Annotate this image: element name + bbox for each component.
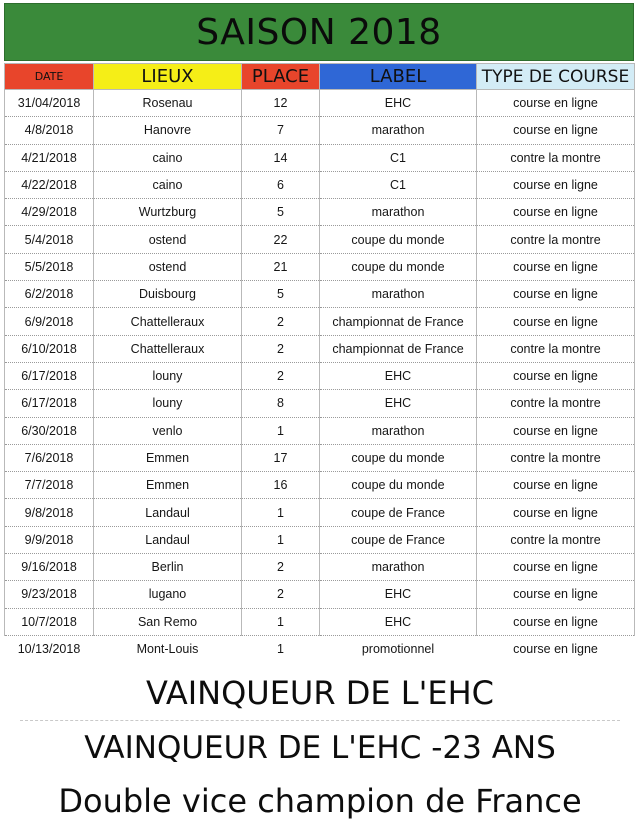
label-cell: coupe du monde [320,472,477,499]
place-cell: 5 [242,281,320,308]
place-cell: 22 [242,226,320,253]
date-cell: 6/10/2018 [5,335,94,362]
lieu-cell: ostend [94,226,242,253]
type-cell: contre la montre [477,226,635,253]
lieu-cell: venlo [94,417,242,444]
date-cell: 7/6/2018 [5,444,94,471]
lieu-cell: Chattelleraux [94,335,242,362]
label-cell: EHC [320,608,477,635]
date-cell: 6/17/2018 [5,390,94,417]
label-cell: marathon [320,554,477,581]
date-cell: 6/30/2018 [5,417,94,444]
lieu-cell: Wurtzburg [94,199,242,226]
lieu-cell: Emmen [94,444,242,471]
place-cell: 17 [242,444,320,471]
title-ehc-u23-winner: VAINQUEUR DE L'EHC -23 ANS [84,730,556,766]
table-row [5,90,635,117]
table-row [5,608,635,635]
place-cell: 2 [242,554,320,581]
place-cell: 1 [277,642,284,657]
place-cell: 2 [242,308,320,335]
date-cell: 9/8/2018 [5,499,94,526]
table-row [5,171,635,198]
lieu-cell: ostend [94,253,242,280]
date-cell: 9/23/2018 [5,581,94,608]
date-cell: 5/4/2018 [5,226,94,253]
table-row [5,335,635,362]
lieu-cell: San Remo [94,608,242,635]
label-cell: C1 [320,171,477,198]
lieu-cell: Landaul [94,526,242,553]
place-cell: 12 [242,90,320,117]
place-cell: 21 [242,253,320,280]
place-cell: 8 [242,390,320,417]
place-cell: 2 [242,581,320,608]
lieux-header: LIEUX [94,64,242,90]
lieu-cell: Berlin [94,554,242,581]
table-row [5,581,635,608]
date-cell: 7/7/2018 [5,472,94,499]
label-cell: marathon [320,117,477,144]
date-cell: 6/17/2018 [5,362,94,389]
type-cell: course en ligne [477,417,635,444]
date-cell: 9/16/2018 [5,554,94,581]
table-row [5,199,635,226]
type-cell: contre la montre [477,526,635,553]
place-cell: 14 [242,144,320,171]
table-row [5,281,635,308]
table-row [5,117,635,144]
date-cell: 10/7/2018 [5,608,94,635]
date-cell: 4/29/2018 [5,199,94,226]
place-cell: 16 [242,472,320,499]
lieu-cell: Rosenau [94,90,242,117]
lieu-cell: louny [94,362,242,389]
date-cell: 4/8/2018 [5,117,94,144]
label-cell: EHC [320,390,477,417]
lieu-cell: Emmen [94,472,242,499]
label-cell: EHC [320,90,477,117]
date-cell: 9/9/2018 [5,526,94,553]
type-cell: course en ligne [477,90,635,117]
results-table [4,63,635,662]
place-cell: 6 [242,171,320,198]
type-cell: contre la montre [477,144,635,171]
season-title: SAISON 2018 [4,3,634,61]
results-body [5,90,635,663]
type-header: TYPE DE COURSE [477,64,635,90]
table-row [5,499,635,526]
table-row [5,362,635,389]
type-cell: course en ligne [477,554,635,581]
lieu-cell: caino [94,144,242,171]
lieu-cell: caino [94,171,242,198]
place-cell: 7 [242,117,320,144]
title-vice-champion: Double vice champion de France [58,782,582,820]
type-cell: course en ligne [477,171,635,198]
label-cell: marathon [320,281,477,308]
date-cell: 10/13/2018 [17,642,81,657]
type-cell: course en ligne [477,308,635,335]
label-cell: marathon [320,199,477,226]
label-cell: coupe du monde [320,253,477,280]
table-row [5,390,635,417]
place-cell: 1 [242,526,320,553]
label-cell: coupe du monde [320,226,477,253]
type-cell: course en ligne [477,472,635,499]
type-cell: contre la montre [477,335,635,362]
lieu-cell: Hanovre [94,117,242,144]
type-cell: contre la montre [477,390,635,417]
label-cell: championnat de France [320,335,477,362]
date-cell: 6/2/2018 [5,281,94,308]
place-cell: 1 [242,499,320,526]
label-cell: EHC [320,362,477,389]
date-cell: 4/21/2018 [5,144,94,171]
type-cell: course en ligne [477,362,635,389]
place-cell: 5 [242,199,320,226]
lieu-cell: Duisbourg [94,281,242,308]
header-row [5,64,635,90]
lieu-cell: Mont-Louis [136,642,199,657]
place-cell: 2 [242,335,320,362]
label-cell: coupe de France [320,499,477,526]
date-cell: 4/22/2018 [5,171,94,198]
label-header: LABEL [320,64,477,90]
type-cell: contre la montre [477,444,635,471]
date-cell: 6/9/2018 [5,308,94,335]
table-row [5,444,635,471]
lieu-cell: Landaul [94,499,242,526]
divider [20,720,620,721]
type-cell: course en ligne [477,581,635,608]
lieu-cell: Chattelleraux [94,308,242,335]
table-row [5,253,635,280]
table-row [5,417,635,444]
type-cell: course en ligne [513,642,598,657]
date-cell: 5/5/2018 [5,253,94,280]
table-row [5,554,635,581]
place-cell: 2 [242,362,320,389]
type-cell: course en ligne [477,253,635,280]
lieu-cell: lugano [94,581,242,608]
place-cell: 1 [242,608,320,635]
table-row [5,308,635,335]
label-cell: marathon [320,417,477,444]
label-cell: coupe du monde [320,444,477,471]
label-cell: championnat de France [320,308,477,335]
date-header: DATE [5,64,94,90]
title-ehc-winner: VAINQUEUR DE L'EHC [145,674,495,712]
type-cell: course en ligne [477,499,635,526]
label-cell: coupe de France [320,526,477,553]
type-cell: course en ligne [477,117,635,144]
label-cell: EHC [320,581,477,608]
table-row [5,472,635,499]
table-row [5,226,635,253]
table-row [5,635,635,662]
lieu-cell: louny [94,390,242,417]
table-row [5,144,635,171]
date-cell: 31/04/2018 [5,90,94,117]
type-cell: course en ligne [477,199,635,226]
label-cell: promotionnel [361,642,435,657]
type-cell: course en ligne [477,608,635,635]
table-row [5,526,635,553]
label-cell: C1 [320,144,477,171]
place-cell: 1 [242,417,320,444]
type-cell: course en ligne [477,281,635,308]
place-header: PLACE [242,64,320,90]
